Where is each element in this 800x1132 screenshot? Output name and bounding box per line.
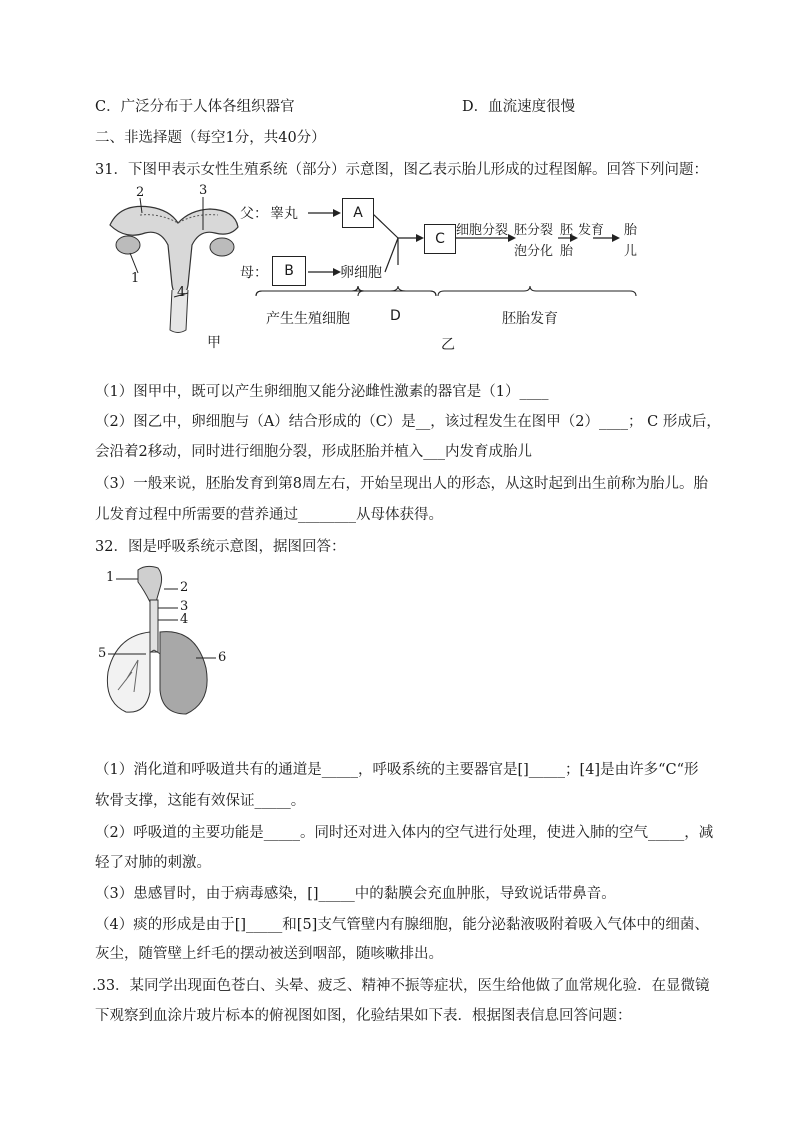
q33-line2: 下观察到血涂片玻片标本的俯视图如图，化验结果如下表．根据图表信息回答问题： — [95, 1008, 632, 1024]
brace-label-gamete: 产生生殖细胞 — [266, 311, 350, 327]
female-reproductive-diagram — [100, 185, 250, 350]
box-b: B — [272, 256, 306, 286]
embryo-label-1: 胚 — [560, 223, 574, 238]
option-d: D．血流速度很慢 — [462, 99, 576, 115]
develop-label: 发育 — [578, 223, 605, 238]
blastocyst-label: 泡分化 — [514, 244, 554, 259]
resp-label-6: 6 — [218, 650, 227, 665]
resp-label-5: 5 — [98, 646, 107, 661]
embryo-division-label: 胚分裂 — [514, 223, 554, 238]
embryo-label-2: 胎 — [560, 244, 574, 259]
option-c: C．广泛分布于人体各组织器官 — [95, 99, 295, 115]
section-title: 二、非选择题（每空1分，共40分） — [95, 130, 326, 146]
brace-label-d: D — [390, 308, 401, 324]
label-2: 2 — [136, 185, 145, 200]
q32-sub1-a: （1）消化道和呼吸道共有的通道是_____，呼吸系统的主要器官是[]_____；[4]是由许多“C“形 — [95, 762, 699, 778]
q32-sub1-b: 软骨支撑，这能有效保证_____。 — [95, 793, 306, 809]
respiratory-diagram — [98, 562, 248, 727]
q32-sub4-a: （4）痰的形成是由于[]_____和[5]支气管壁内有腺细胞，能分泌黏液吸附着吸入气体中的细菌、 — [95, 917, 709, 933]
resp-label-4: 4 — [180, 612, 189, 627]
box-a: A — [342, 198, 374, 228]
fetus-label-1: 胎 — [624, 223, 638, 238]
q32-sub2-a: （2）呼吸道的主要功能是_____。同时还对进入体内的空气进行处理，使进入肺的空气_____，减 — [95, 825, 714, 841]
q32-sub2-b: 轻了对肺的刺激。 — [95, 855, 211, 871]
q32-stem: 32．图是呼吸系统示意图，据图回答： — [95, 539, 346, 555]
fetus-label-2: 儿 — [624, 244, 638, 259]
resp-label-3: 3 — [180, 599, 189, 614]
figure-respiratory — [98, 562, 248, 727]
cell-division-label: 细胞分裂 — [456, 223, 509, 238]
label-1: 1 — [131, 271, 140, 286]
mother-label: 母： — [240, 265, 268, 281]
resp-label-1: 1 — [106, 570, 115, 585]
q33-line1: .33．某同学出现面色苍白、头晕、疲乏、精神不振等症状，医生给他做了血常规化验．在显微镜 — [92, 978, 710, 994]
q31-sub2-b: 会沿着2移动，同时进行细胞分裂，形成胚胎并植入___内发育成胎儿 — [95, 444, 532, 460]
label-3: 3 — [199, 183, 208, 198]
q32-sub3: （3）患感冒时，由于病毒感染，[]_____中的黏膜会充血肿胀，导致说话带鼻音。 — [95, 886, 616, 902]
q31-sub2-a: （2）图乙中，卵细胞与（A）结合形成的（C）是__，该过程发生在图甲（2）____； C 形成后， — [95, 414, 721, 430]
egg-label: 卵细胞 — [340, 265, 382, 281]
testis-label: 睾丸 — [270, 206, 298, 222]
caption-jia: 甲 — [207, 335, 221, 351]
q31-sub3-b: 儿发育过程中所需要的营养通过________从母体获得。 — [95, 507, 443, 523]
box-c: C — [424, 224, 456, 254]
figure-jia — [100, 185, 250, 350]
q31-sub3-a: （3）一般来说，胚胎发育到第8周左右，开始呈现出人的形态，从这时起到出生前称为胎儿。胎 — [95, 476, 708, 492]
label-4: 4 — [177, 285, 186, 300]
brace-label-embryo: 胚胎发育 — [502, 311, 558, 327]
resp-label-2: 2 — [180, 580, 189, 595]
caption-yi: 乙 — [441, 337, 455, 353]
father-label: 父： — [240, 206, 268, 222]
q31-stem: 31．下图甲表示女性生殖系统（部分）示意图，图乙表示胎儿形成的过程图解。回答下列问题： — [95, 162, 708, 178]
q31-sub1: （1）图甲中，既可以产生卵细胞又能分泌雌性激素的器官是（1）____ — [95, 384, 549, 400]
q32-sub4-b: 灰尘，随管壁上纤毛的摆动被送到咽部，随咳嗽排出。 — [95, 946, 443, 962]
figure-yi — [240, 190, 650, 350]
